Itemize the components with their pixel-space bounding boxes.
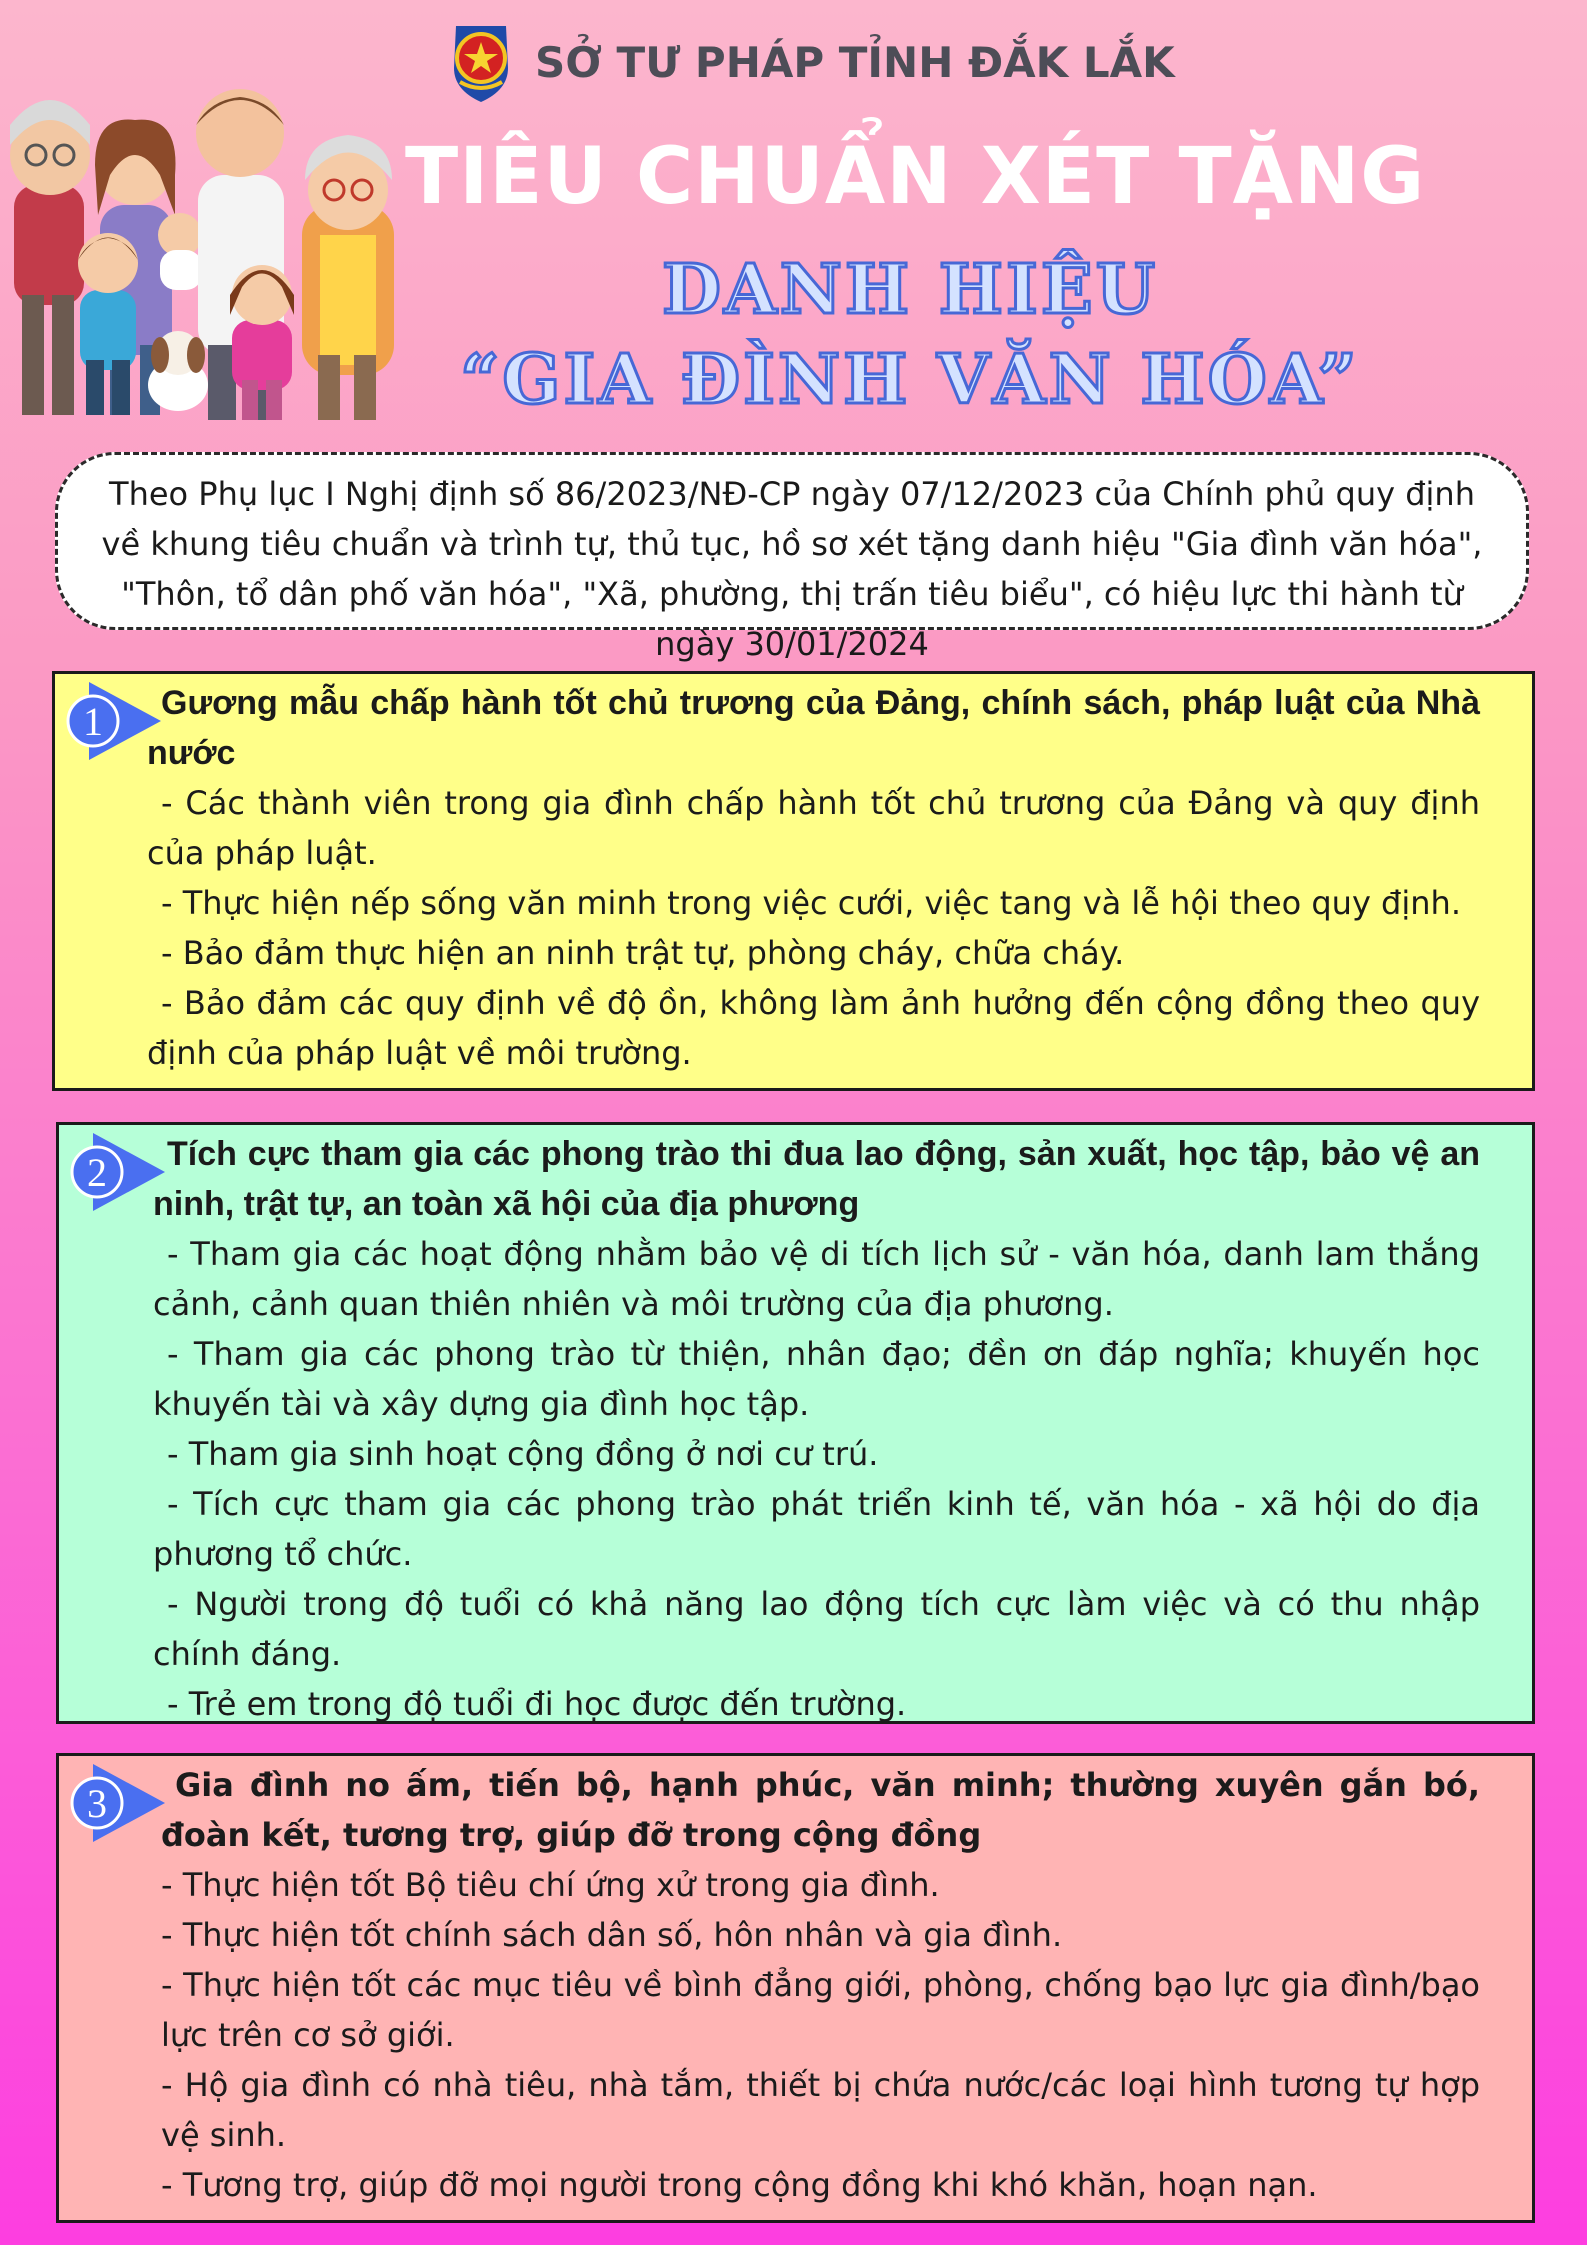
section-content xyxy=(161,1760,1480,2210)
criteria-item: - Hộ gia đình có nhà tiêu, nhà tắm, thiết bị chứa nước/các loại hình tương tự hợp vệ sinh. xyxy=(161,2066,1480,2154)
criteria-item: - Trẻ em trong độ tuổi đi học được đến trường. xyxy=(167,1685,907,1723)
section-number: 3 xyxy=(87,1781,107,1826)
criteria-item: - Thực hiện tốt chính sách dân số, hôn nhân và gia đình. xyxy=(161,1916,1063,1954)
section-heading: Gia đình no ấm, tiến bộ, hạnh phúc, văn minh; thường xuyên gắn bó, đoàn kết, tương trợ, giúp đỡ trong cộng đồng xyxy=(161,1766,1480,1854)
section-number: 1 xyxy=(83,699,103,744)
criteria-item: - Tham gia sinh hoạt cộng đồng ở nơi cư trú. xyxy=(167,1435,879,1473)
criteria-item: - Tích cực tham gia các phong trào phát triển kinh tế, văn hóa - xã hội do địa phương tổ chức. xyxy=(153,1485,1480,1573)
criteria-item: - Thực hiện tốt Bộ tiêu chí ứng xử trong gia đình. xyxy=(161,1866,940,1904)
criteria-item: - Bảo đảm thực hiện an ninh trật tự, phòng cháy, chữa cháy. xyxy=(161,934,1125,972)
criteria-item: - Bảo đảm các quy định về độ ồn, không làm ảnh hưởng đến cộng đồng theo quy định của pháp luật về môi trường. xyxy=(147,984,1480,1072)
criteria-item: - Tương trợ, giúp đỡ mọi người trong cộng đồng khi khó khăn, hoạn nạn. xyxy=(161,2166,1318,2204)
police-emblem-icon xyxy=(448,20,514,104)
page-title: TIÊU CHUẨN XÉT TẶNG xyxy=(405,132,1426,222)
numbered-arrow-marker-icon xyxy=(65,1762,165,1844)
criteria-item: - Người trong độ tuổi có khả năng lao động tích cực làm việc và có thu nhập chính đáng. xyxy=(153,1585,1480,1673)
criteria-section-1 xyxy=(52,671,1535,1091)
criteria-item: - Tham gia các hoạt động nhằm bảo vệ di tích lịch sử - văn hóa, danh lam thắng cảnh, cảnh quan thiên nhiên và môi trường của địa phương. xyxy=(153,1235,1480,1323)
legal-basis-note: Theo Phụ lục I Nghị định số 86/2023/NĐ-CP ngày 07/12/2023 của Chính phủ quy định về khung tiêu chuẩn và trình tự, thủ tục, hồ sơ xét tặng danh hiệu "Gia đình văn hóa", "Thôn, tổ dân phố văn hóa", "Xã, phường, thị trấn tiêu biểu", có hiệu lực thi hành từ ngày 30/01/2024 xyxy=(55,452,1529,630)
family-illustration-icon xyxy=(0,55,410,425)
criteria-item: - Thực hiện nếp sống văn minh trong việc cưới, việc tang và lễ hội theo quy định. xyxy=(161,884,1461,922)
criteria-section-2 xyxy=(56,1122,1535,1724)
criteria-item: - Các thành viên trong gia đình chấp hành tốt chủ trương của Đảng và quy định của pháp luật. xyxy=(147,784,1480,872)
subtitle-line-1: DANH HIỆU xyxy=(662,250,1158,330)
numbered-arrow-marker-icon xyxy=(61,680,161,762)
subtitle-line-2: “GIA ĐÌNH VĂN HÓA” xyxy=(460,340,1360,420)
section-content xyxy=(153,1129,1480,1729)
section-heading: Gương mẫu chấp hành tốt chủ trương của Đảng, chính sách, pháp luật của Nhà nước xyxy=(147,684,1480,772)
section-heading: Tích cực tham gia các phong trào thi đua lao động, sản xuất, học tập, bảo vệ an ninh, trật tự, an toàn xã hội của địa phương xyxy=(153,1135,1480,1223)
criteria-item: - Tham gia các phong trào từ thiện, nhân đạo; đền ơn đáp nghĩa; khuyến học khuyến tài và xây dựng gia đình học tập. xyxy=(153,1335,1480,1423)
criteria-section-3 xyxy=(56,1753,1535,2223)
section-number: 2 xyxy=(87,1150,107,1195)
agency-name: SỞ TƯ PHÁP TỈNH ĐẮK LẮK xyxy=(535,38,1175,87)
section-content xyxy=(147,678,1480,1078)
numbered-arrow-marker-icon xyxy=(65,1131,165,1213)
criteria-item: - Thực hiện tốt các mục tiêu về bình đẳng giới, phòng, chống bạo lực gia đình/bạo lực trên cơ sở giới. xyxy=(161,1966,1480,2054)
